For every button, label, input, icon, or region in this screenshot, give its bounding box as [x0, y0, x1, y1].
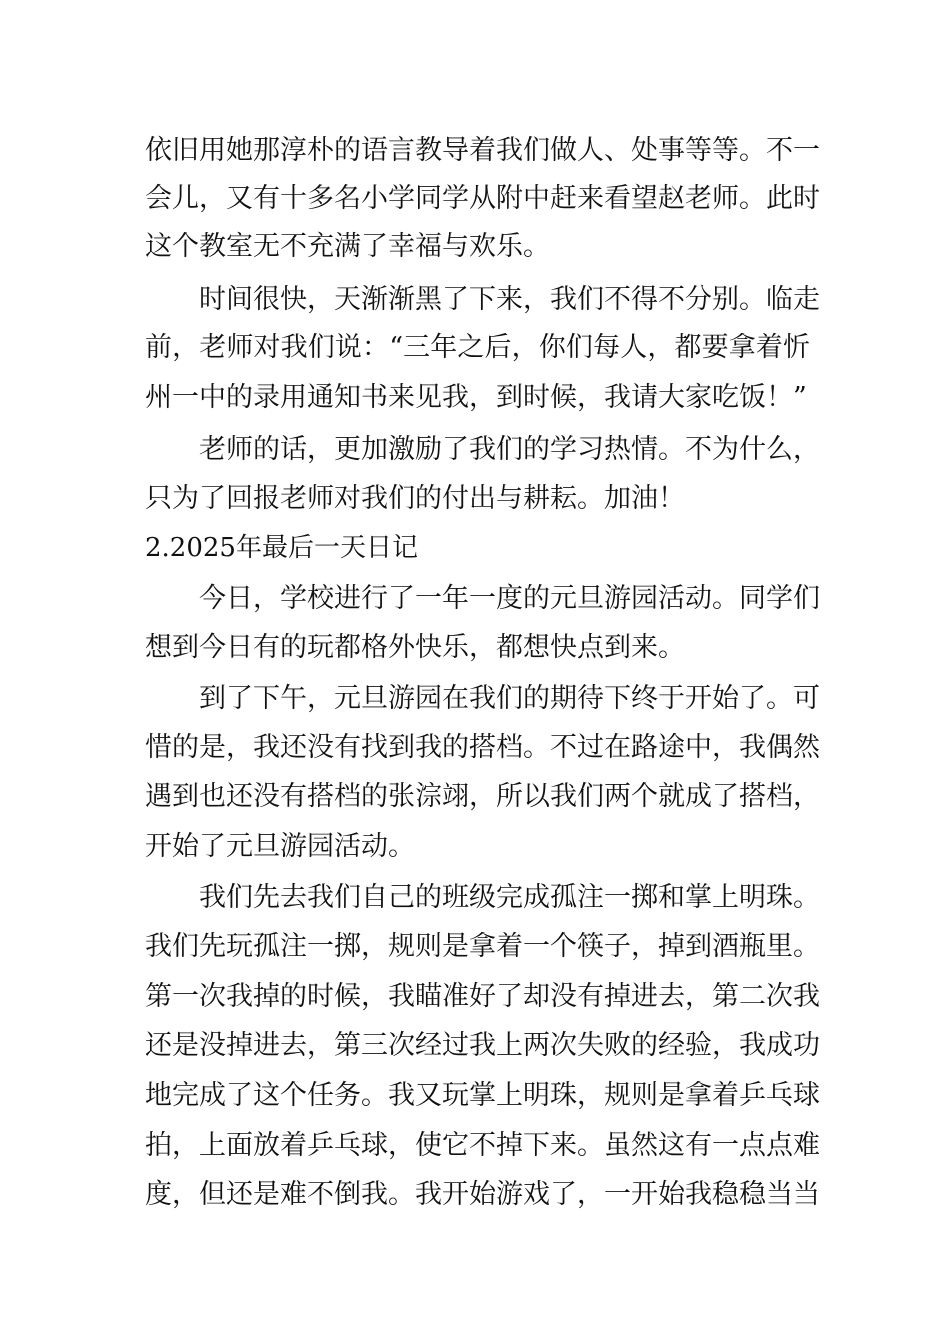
text-line: 我们先玩孤注一掷，规则是拿着一个筷子，掉到酒瓶里。 — [145, 931, 820, 962]
text-line: 会儿，又有十多名小学同学从附中赶来看望赵老师。此时 — [145, 183, 820, 214]
text-line: 第一次我掉的时候，我瞄准好了却没有掉进去，第二次我 — [145, 981, 820, 1012]
section-heading: 2.2025年最后一天日记 — [145, 533, 418, 563]
text-line: 开始了元旦游园活动。 — [145, 831, 415, 862]
text-line: 前，老师对我们说：“三年之后，你们每人，都要拿着忻 — [145, 332, 810, 363]
text-line: 遇到也还没有搭档的张淙翊，所以我们两个就成了搭档， — [145, 781, 820, 812]
text-line: 只为了回报老师对我们的付出与耕耘。加油！ — [145, 483, 685, 514]
text-line: 依旧用她那淳朴的语言教导着我们做人、处事等等。不一 — [145, 135, 820, 166]
text-line: 州一中的录用通知书来见我，到时候，我请大家吃饭！” — [145, 382, 807, 413]
text-line: 时间很快，天渐渐黑了下来，我们不得不分别。临走 — [199, 284, 820, 315]
text-line: 地完成了这个任务。我又玩掌上明珠，规则是拿着乒乓球 — [145, 1080, 820, 1111]
text-line: 惜的是，我还没有找到我的搭档。不过在路途中，我偶然 — [145, 732, 820, 763]
text-line: 到了下午，元旦游园在我们的期待下终于开始了。可 — [199, 683, 820, 714]
text-line: 度，但还是难不倒我。我开始游戏了，一开始我稳稳当当 — [145, 1179, 820, 1210]
text-line: 想到今日有的玩都格外快乐，都想快点到来。 — [145, 632, 685, 663]
text-line: 这个教室无不充满了幸福与欢乐。 — [145, 231, 550, 262]
text-line: 今日，学校进行了一年一度的元旦游园活动。同学们 — [199, 583, 820, 614]
text-line: 老师的话，更加激励了我们的学习热情。不为什么， — [199, 434, 820, 465]
text-line: 我们先去我们自己的班级完成孤注一掷和掌上明珠。 — [199, 882, 820, 913]
text-line: 拍，上面放着乒乓球，使它不掉下来。虽然这有一点点难 — [145, 1130, 820, 1161]
text-line: 还是没掉进去，第三次经过我上两次失败的经验，我成功 — [145, 1030, 820, 1061]
